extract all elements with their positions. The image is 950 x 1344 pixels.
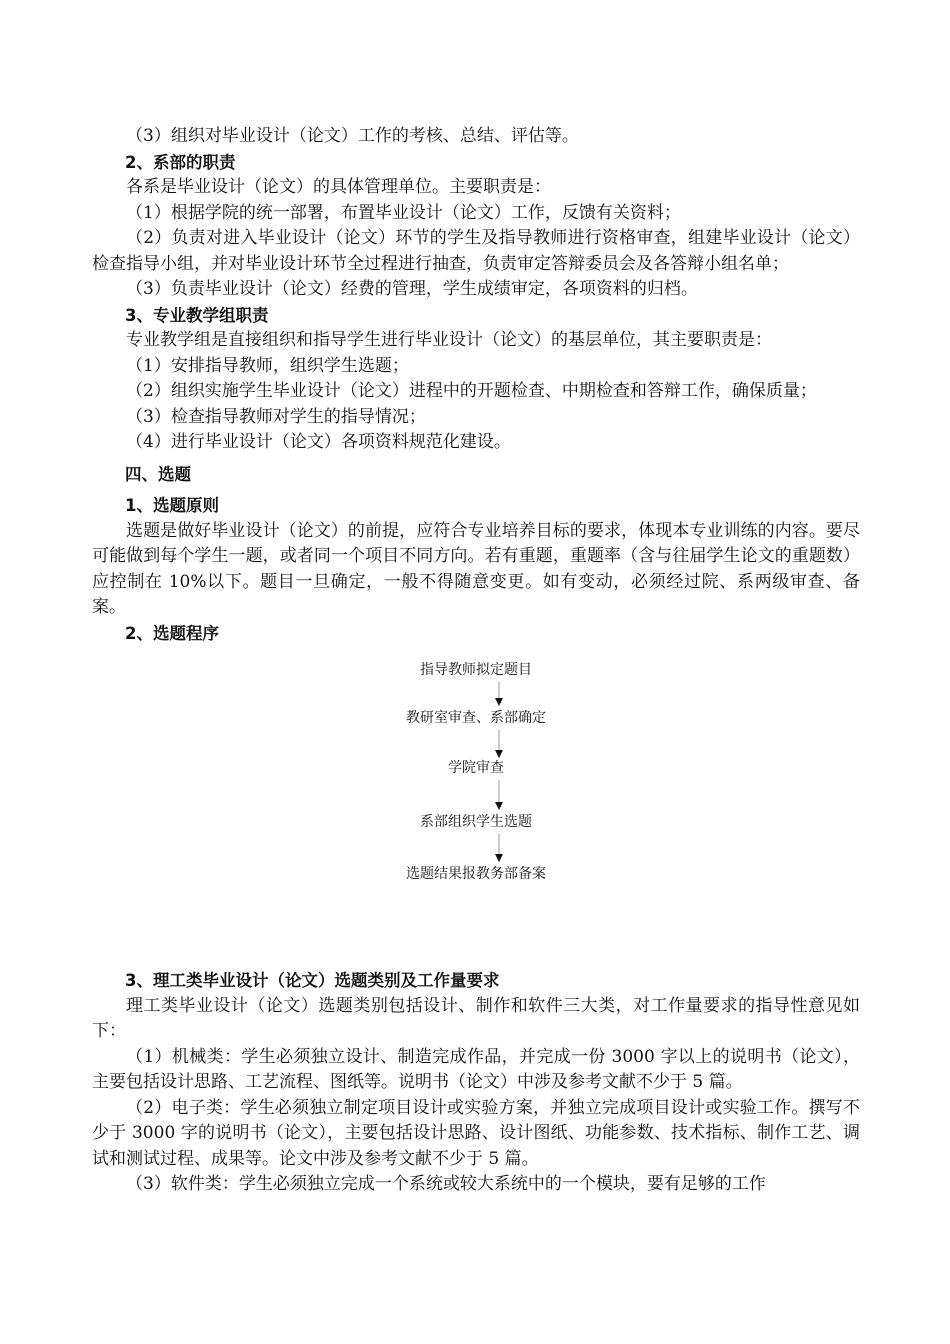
flow-step-4: 系部组织学生选题	[420, 814, 532, 830]
flow-arrowhead-3	[495, 802, 503, 810]
document-page	[92, 124, 860, 1198]
list-item-group-1: （1）安排指导教师，组织学生选题；	[126, 355, 409, 376]
list-item-dept-2: （2）负责对进入毕业设计（论文）环节的学生及指导教师进行资格审查，组建毕业设计（论文）检查指导小组，并对毕业设计环节全过程进行抽查，负责审定答辩委员会及各答辩小组名单；	[92, 228, 860, 274]
paragraph-sec3-item3: （3）组织对毕业设计（论文）工作的考核、总结、评估等。	[126, 126, 579, 146]
flow-arrowhead-1	[495, 698, 503, 706]
list-item-category-software: （3）软件类：学生必须独立完成一个系统或较大系统中的一个模块，要有足够的工作	[126, 1174, 766, 1194]
heading-topic-procedure: 2、选题程序	[125, 623, 219, 643]
heading-category-workload: 3、理工类毕业设计（论文）选题类别及工作量要求	[125, 971, 500, 990]
flow-step-2: 教研室审查、系部确定	[406, 710, 546, 726]
paragraph-dept-intro: 各系是毕业设计（论文）的具体管理单位。主要职责是：	[126, 177, 551, 197]
paragraph-group-intro: 专业教学组是直接组织和指导学生进行毕业设计（论文）的基层单位，其主要职责是：	[126, 330, 772, 350]
topic-procedure-flowchart	[92, 654, 860, 904]
paragraph-topic-principle: 选题是做好毕业设计（论文）的前提，应符合专业培养目标的要求，体现本专业训练的内容。要尽可能做到每个学生一题，或者同一个项目不同方向。若有重题，重题率（含与往届学生论文的重题数）应控制在 10%以下。题目一旦确定，一般不得随意变更。如有变动，必须经过院、系两级审查、备案。	[92, 520, 860, 617]
heading-dept-duties: 2、系部的职责	[125, 152, 236, 172]
flow-step-5: 选题结果报教务部备案	[406, 866, 546, 882]
flow-step-1: 指导教师拟定题目	[420, 662, 532, 678]
flow-arrowhead-4	[495, 854, 503, 862]
heading-group-duties: 3、专业教学组职责	[125, 305, 269, 325]
heading-topic-principle: 1、选题原则	[125, 496, 219, 515]
list-item-category-electronic: （2）电子类：学生必须独立制定项目设计或实验方案，并独立完成项目设计或实验工作。撰写不少于 3000 字的说明书（论文），主要包括设计思路、设计图纸、功能参数、技术指标、制作工艺、调试和测试过程、成果等。论文中涉及参考文献不少于 5 篇。	[92, 1097, 860, 1169]
heading-section-4: 四、选题	[125, 464, 191, 484]
flow-step-3: 学院审查	[448, 760, 504, 776]
list-item-dept-3: （3）负责毕业设计（论文）经费的管理，学生成绩审定，各项资料的归档。	[126, 279, 698, 299]
paragraph-category-intro: 理工类毕业设计（论文）选题类别包括设计、制作和软件三大类，对工作量要求的指导性意见如下：	[92, 995, 860, 1041]
list-item-category-mechanical: （1）机械类：学生必须独立设计、制造完成作品，并完成一份 3000 字以上的说明书（论文），主要包括设计思路、工艺流程、图纸等。说明书（论文）中涉及参考文献不少于 5 篇。	[92, 1046, 860, 1092]
flow-arrowhead-2	[495, 750, 503, 758]
list-item-group-2: （2）组织实施学生毕业设计（论文）进程中的开题检查、中期检查和答辩工作，确保质量；	[126, 381, 817, 401]
list-item-group-3: （3）检查指导教师对学生的指导情况；	[126, 406, 426, 427]
list-item-group-4: （4）进行毕业设计（论文）各项资料规范化建设。	[126, 432, 511, 452]
list-item-dept-1: （1）根据学院的统一部署，布置毕业设计（论文）工作，反馈有关资料；	[126, 202, 681, 223]
